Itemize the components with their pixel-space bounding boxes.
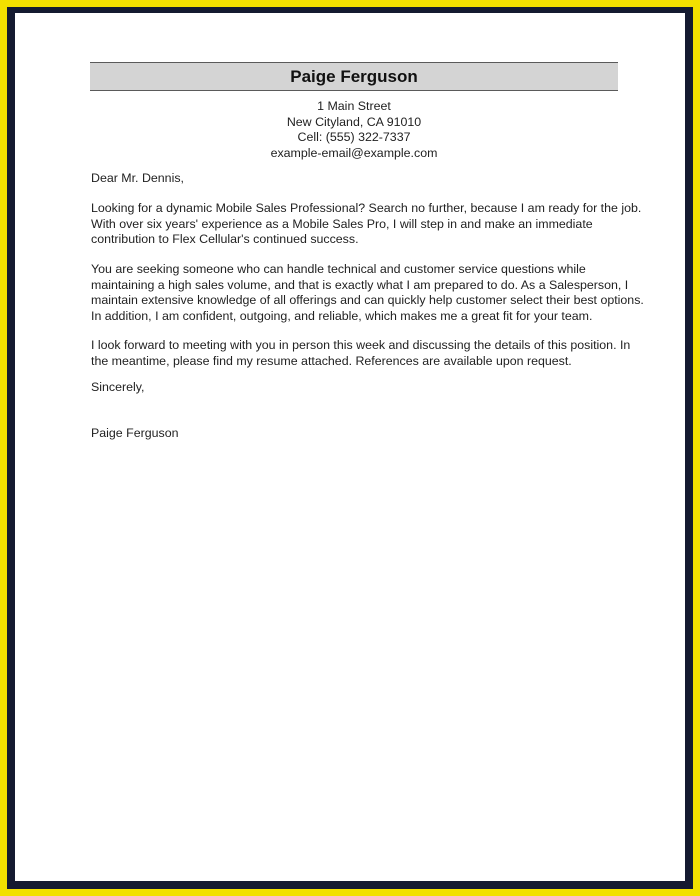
closing: Sincerely,	[91, 380, 145, 394]
signature-name: Paige Ferguson	[91, 426, 179, 440]
document-page	[15, 13, 685, 881]
paragraph-1	[91, 201, 641, 248]
paragraph-2	[91, 262, 644, 324]
address-line-2: New Cityland, CA 91010	[286, 114, 422, 129]
paragraph-2-line: maintain extensive knowledge of all offerings and can quickly help customer select their best options.	[91, 293, 644, 307]
paragraph-2-line: maintaining a high sales volume, and that is exactly what I am prepared to do. As a Salesperson, I	[91, 277, 629, 292]
paragraph-2-line: In addition, I am confident, outgoing, and reliable, which makes me a great fit for your team.	[91, 308, 593, 323]
address-line-1: 1 Main Street	[317, 99, 391, 113]
paragraph-1-line: Looking for a dynamic Mobile Sales Professional? Search no further, because I am ready for the job.	[91, 201, 642, 215]
contact-block	[90, 99, 618, 161]
paragraph-3-line: I look forward to meeting with you in person this week and discussing the details of this position. In	[91, 338, 631, 352]
cell-phone: Cell: (555) 322-7337	[297, 130, 411, 144]
page-border	[7, 7, 693, 889]
salutation: Dear Mr. Dennis,	[91, 171, 184, 185]
paragraph-3-line: the meantime, please find my resume attached. References are available upon request.	[91, 353, 572, 368]
paragraph-2-line: You are seeking someone who can handle technical and customer service questions while	[91, 262, 586, 276]
name-header: Paige Ferguson	[90, 62, 618, 91]
paragraph-1-line: With over six years' experience as a Mobile Sales Pro, I will step in and make an immediate	[91, 216, 593, 231]
paragraph-1-line: contribution to Flex Cellular's continued success.	[91, 232, 359, 246]
paragraph-3	[91, 338, 630, 369]
email-address: example-email@example.com	[270, 145, 438, 160]
